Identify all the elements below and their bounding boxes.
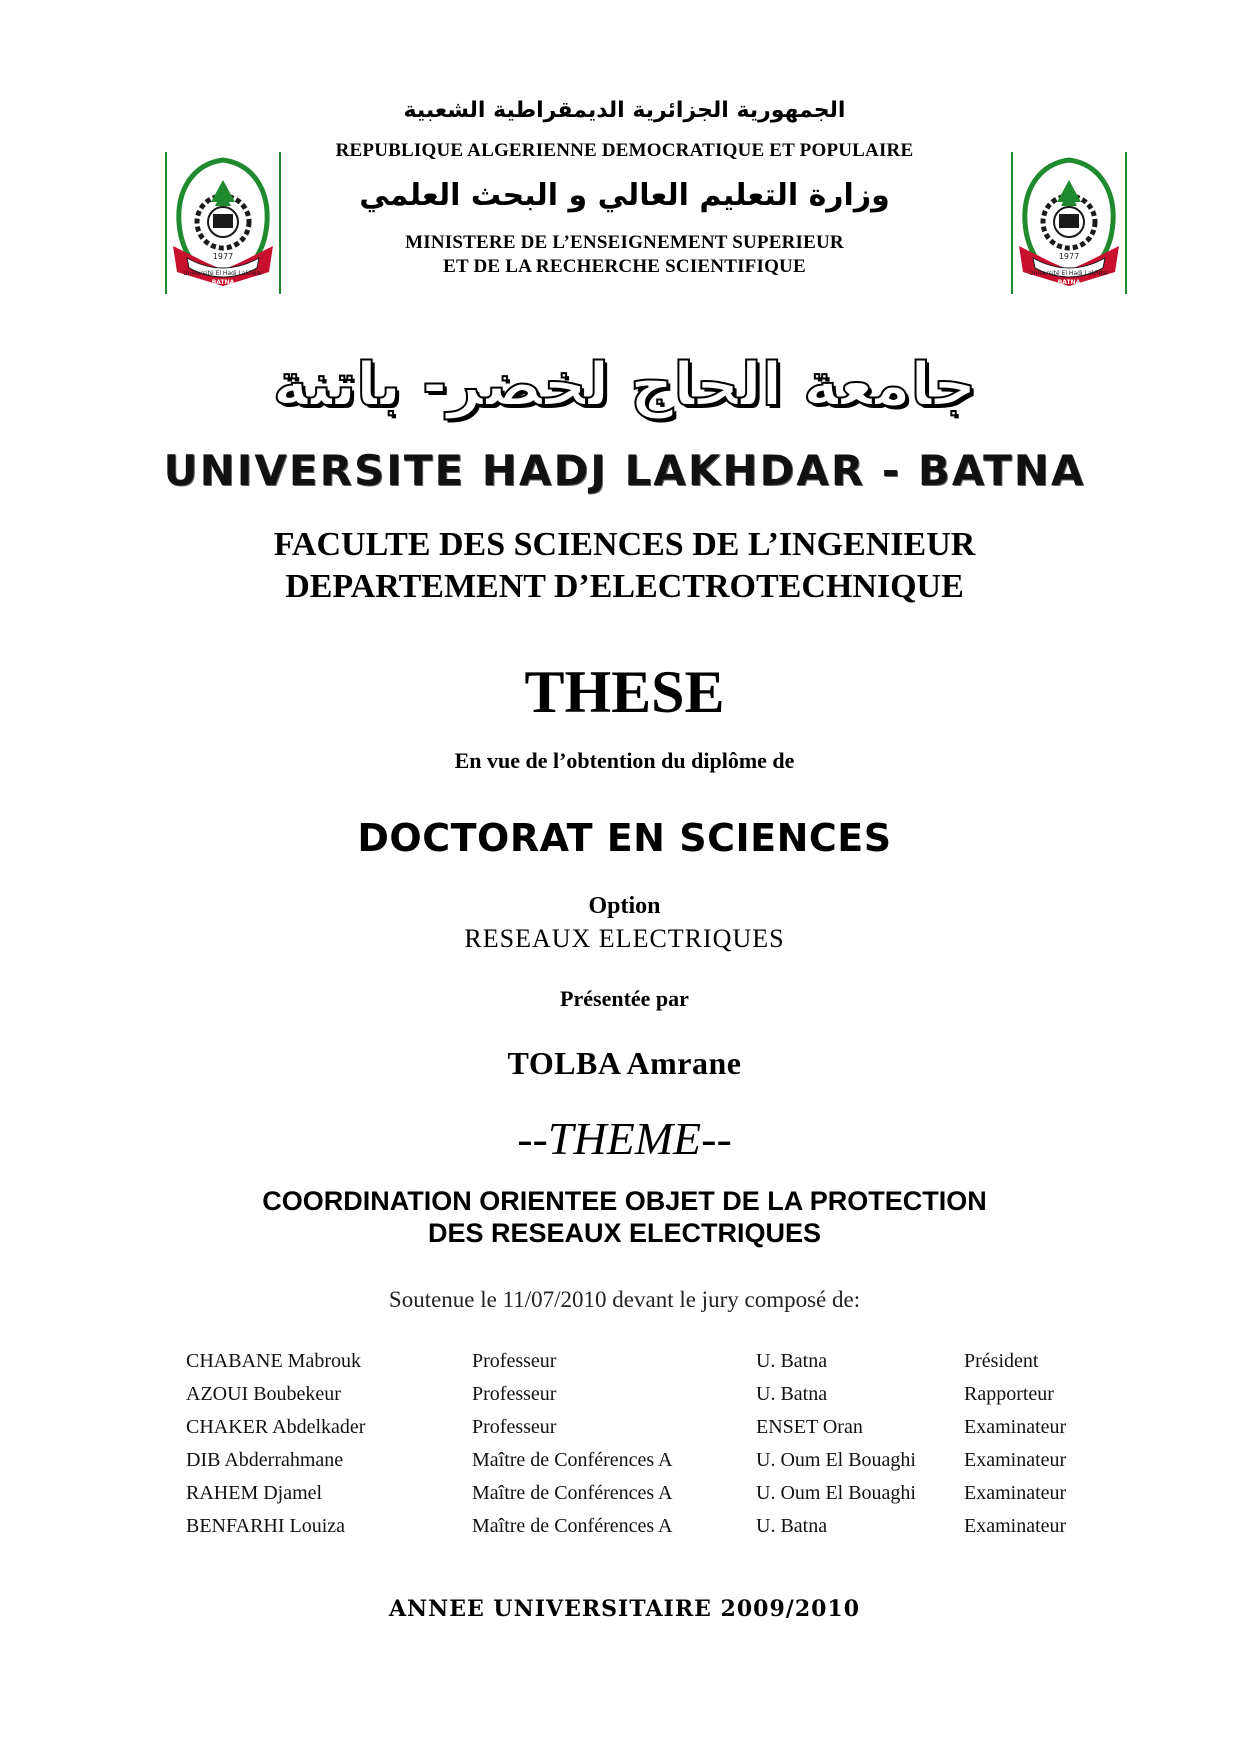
- jury-member-name: CHAKER Abdelkader: [186, 1416, 366, 1438]
- jury-member-institution: U. Batna: [756, 1350, 828, 1372]
- jury-member-grade: Maître de Conférences A: [472, 1515, 673, 1537]
- option-label: Option: [588, 893, 661, 919]
- jury-member-name: BENFARHI Louiza: [186, 1515, 346, 1537]
- jury-member-institution: U. Batna: [756, 1515, 828, 1537]
- jury-member-name: AZOUI Boubekeur: [186, 1383, 341, 1405]
- svg-text:1977: 1977: [212, 252, 234, 261]
- svg-text:Université El Hadj Lakhdar: Université El Hadj Lakhdar: [1029, 270, 1109, 277]
- arabic-university-name: جامعة الحاج لخضر- باتنة: [272, 350, 977, 420]
- jury-row: [186, 1515, 1086, 1548]
- jury-row: [186, 1350, 1086, 1383]
- jury-member-name: DIB Abderrahmane: [186, 1449, 344, 1471]
- arabic-republic-heading: الجمهورية الجزائرية الديمقراطية الشعبية: [403, 98, 846, 123]
- jury-member-grade: Maître de Conférences A: [472, 1482, 673, 1504]
- theme-label: --THEME--: [517, 1113, 732, 1164]
- jury-member-role: Examinateur: [964, 1449, 1067, 1471]
- defense-line: Soutenue le 11/07/2010 devant le jury composé de:: [388, 1287, 861, 1312]
- svg-text:1977: 1977: [1058, 252, 1080, 261]
- jury-member-grade: Professeur: [472, 1383, 557, 1405]
- ministry-heading-line2: ET DE LA RECHERCHE SCIENTIFIQUE: [443, 256, 806, 277]
- document-type-title: THESE: [524, 659, 725, 725]
- jury-member-role: Examinateur: [964, 1416, 1067, 1438]
- republic-heading: REPUBLIQUE ALGERIENNE DEMOCRATIQUE ET POPULAIRE: [335, 140, 914, 161]
- jury-member-grade: Professeur: [472, 1350, 557, 1372]
- jury-table: [186, 1350, 1086, 1548]
- jury-member-grade: Professeur: [472, 1416, 557, 1438]
- svg-text:Université El Hadj Lakhdar: Université El Hadj Lakhdar: [183, 270, 263, 277]
- department-name: DEPARTEMENT D’ELECTROTECHNIQUE: [285, 568, 964, 605]
- jury-member-institution: U. Oum El Bouaghi: [756, 1449, 916, 1471]
- jury-member-institution: U. Oum El Bouaghi: [756, 1482, 916, 1504]
- jury-member-role: Examinateur: [964, 1482, 1067, 1504]
- jury-member-role: Président: [964, 1350, 1039, 1372]
- jury-member-name: CHABANE Mabrouk: [186, 1350, 361, 1372]
- jury-member-institution: ENSET Oran: [756, 1416, 863, 1438]
- option-value: RESEAUX ELECTRIQUES: [464, 924, 785, 953]
- thesis-title-line2: DES RESEAUX ELECTRIQUES: [427, 1218, 822, 1248]
- jury-row: [186, 1383, 1086, 1416]
- degree-name: DOCTORAT EN SCIENCES: [357, 816, 892, 860]
- ministry-heading-line1: MINISTERE DE L’ENSEIGNEMENT SUPERIEUR: [405, 232, 844, 253]
- jury-member-grade: Maître de Conférences A: [472, 1449, 673, 1471]
- jury-member-name: RAHEM Djamel: [186, 1482, 323, 1504]
- university-name: UNIVERSITE HADJ LAKHDAR - BATNA: [163, 446, 1086, 495]
- svg-text:BATNA: BATNA: [211, 279, 235, 286]
- jury-member-role: Examinateur: [964, 1515, 1067, 1537]
- jury-member-institution: U. Batna: [756, 1383, 828, 1405]
- jury-member-role: Rapporteur: [964, 1383, 1054, 1405]
- author-name: TOLBA Amrane: [507, 1045, 742, 1081]
- academic-year: ANNEE UNIVERSITAIRE 2009/2010: [388, 1596, 861, 1622]
- jury-row: [186, 1482, 1086, 1515]
- thesis-title-line1: COORDINATION ORIENTEE OBJET DE LA PROTECTION: [262, 1186, 987, 1216]
- jury-row: [186, 1416, 1086, 1449]
- svg-text:BATNA: BATNA: [1057, 279, 1081, 286]
- jury-row: [186, 1449, 1086, 1482]
- presented-by-label: Présentée par: [560, 986, 689, 1011]
- purpose-line: En vue de l’obtention du diplôme de: [454, 748, 795, 773]
- arabic-ministry-heading: وزارة التعليم العالي و البحث العلمي: [359, 178, 890, 213]
- faculty-name: FACULTE DES SCIENCES DE L’INGENIEUR: [273, 526, 976, 563]
